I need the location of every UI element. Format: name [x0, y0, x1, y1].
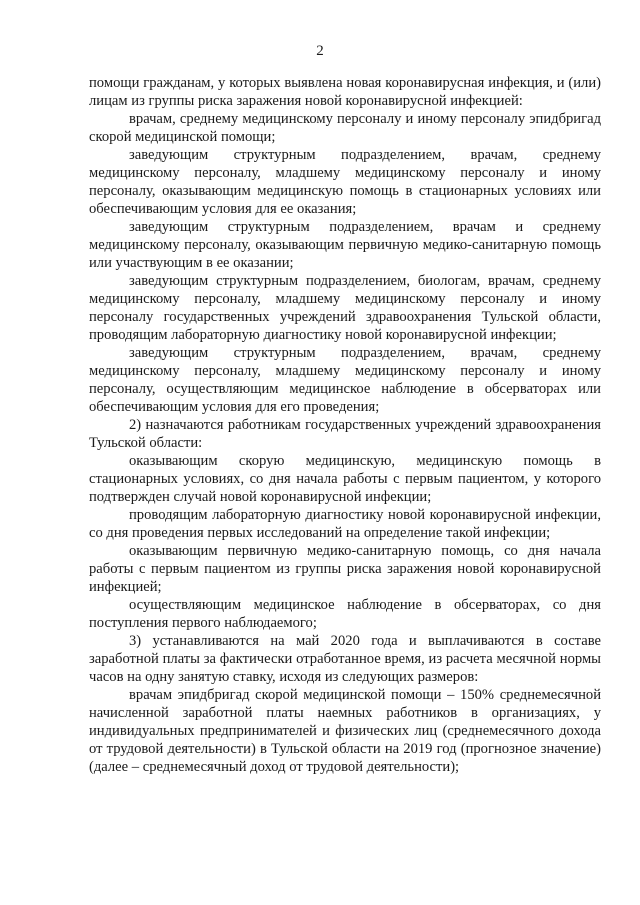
- paragraph: помощи гражданам, у которых выявлена новая коронавирусная инфекция, и (или) лицам из группы риска заражения новой коронавирусной инфекцией:: [89, 75, 601, 109]
- paragraph: заведующим структурным подразделением, врачам и среднему медицинскому персоналу, оказывающим первичную медико-санитарную помощь или участвующим в ее оказании;: [89, 219, 601, 271]
- paragraph: 2) назначаются работникам государственных учреждений здравоохранения Тульской области:: [89, 417, 601, 451]
- paragraph: заведующим структурным подразделением, врачам, среднему медицинскому персоналу, младшему медицинскому персоналу и иному персоналу, осуществляющим медицинское наблюдение в обсерваторах или обеспечивающим условия для его проведения;: [89, 345, 601, 415]
- paragraph: врачам, среднему медицинскому персоналу и иному персоналу эпидбригад скорой медицинской помощи;: [89, 111, 601, 145]
- paragraph: заведующим структурным подразделением, биологам, врачам, среднему медицинскому персоналу, младшему медицинскому персоналу и иному персоналу государственных учреждений здравоохранения Тульской области, проводящим лабораторную диагностику новой коронавирусной инфекции;: [89, 273, 601, 343]
- page-number: 2: [316, 43, 324, 59]
- document-body: [89, 74, 601, 776]
- paragraph: заведующим структурным подразделением, врачам, среднему медицинскому персоналу, младшему медицинскому персоналу и иному персоналу, оказывающим медицинскую помощь в стационарных условиях или обеспечивающим условия для ее оказания;: [89, 147, 601, 217]
- paragraph: проводящим лабораторную диагностику новой коронавирусной инфекции, со дня проведения первых исследований на определение такой инфекции;: [89, 507, 601, 541]
- paragraph: врачам эпидбригад скорой медицинской помощи – 150% среднемесячной начисленной заработной платы наемных работников в организациях, у индивидуальных предпринимателей и физических лиц (среднемесячного дохода от трудовой деятельности) в Тульской области на 2019 год (прогнозное значение) (далее – среднемесячный доход от трудовой деятельности);: [89, 687, 601, 775]
- paragraph: оказывающим скорую медицинскую, медицинскую помощь в стационарных условиях, со дня начала работы с первым пациентом, у которого подтвержден случай новой коронавирусной инфекции;: [89, 453, 601, 505]
- paragraph: 3) устанавливаются на май 2020 года и выплачиваются в составе заработной платы за фактически отработанное время, из расчета месячной нормы часов на одну занятую ставку, исходя из следующих размеров:: [89, 633, 601, 685]
- paragraph: осуществляющим медицинское наблюдение в обсерваторах, со дня поступления первого наблюдаемого;: [89, 597, 601, 631]
- paragraph: оказывающим первичную медико-санитарную помощь, со дня начала работы с первым пациентом из группы риска заражения новой коронавирусной инфекцией;: [89, 543, 601, 595]
